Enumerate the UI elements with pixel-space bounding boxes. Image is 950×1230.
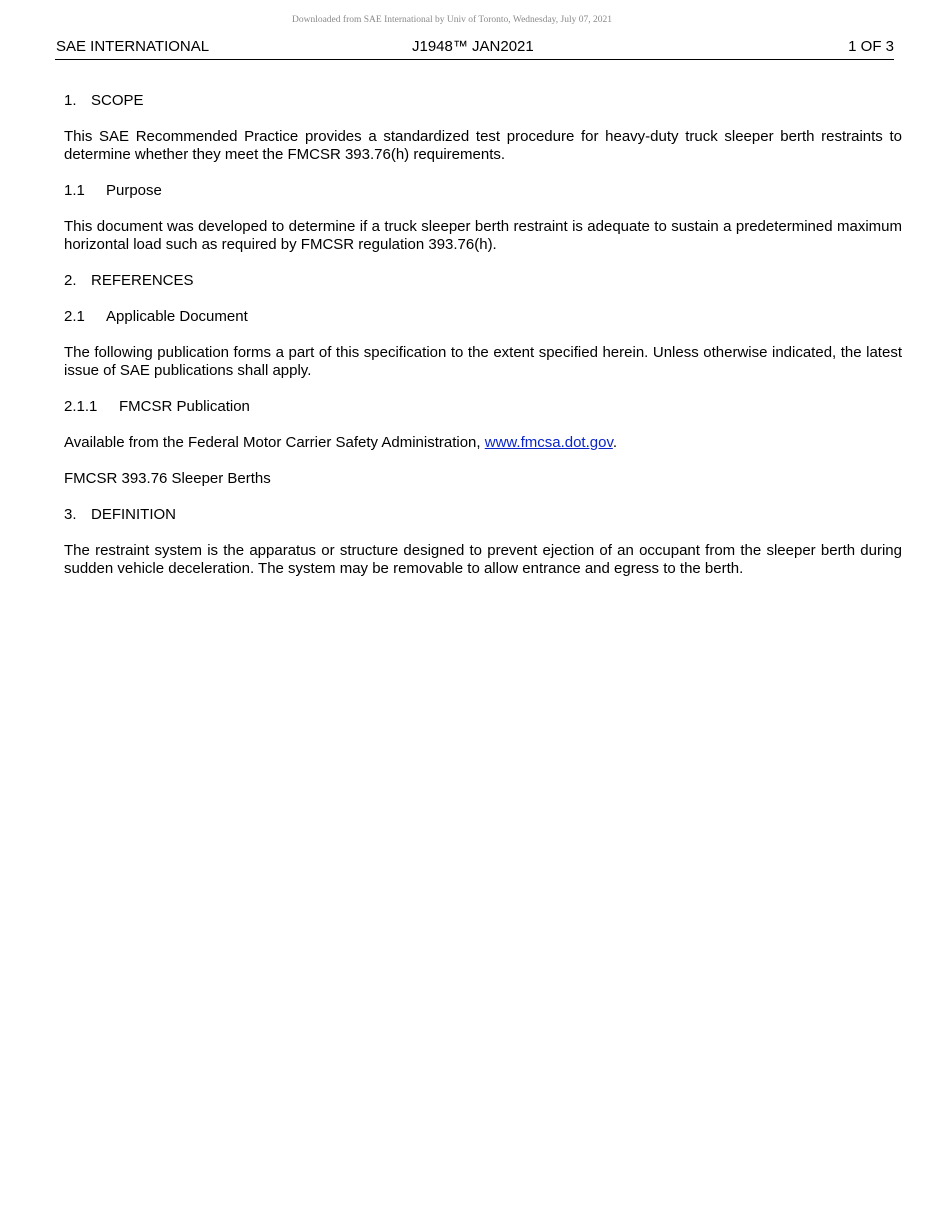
section-fmcsr-publication-heading — [64, 398, 902, 416]
availability-suffix: . — [612, 434, 618, 451]
document-id: J1948™ JAN2021 — [412, 38, 534, 55]
section-title: SCOPE — [91, 92, 144, 109]
publisher-name: SAE INTERNATIONAL — [56, 38, 210, 55]
fmcsa-website-link[interactable]: www.fmcsa.dot.gov — [484, 434, 613, 451]
running-header — [55, 37, 894, 60]
availability-text: Available from the Federal Motor Carrier Safety Administration, — [64, 434, 485, 451]
section-title: REFERENCES — [91, 272, 194, 289]
section-number: 1. — [64, 92, 77, 109]
section-number: 1.1 — [64, 182, 85, 199]
section-applicable-document-heading — [64, 308, 902, 326]
availability-paragraph — [64, 434, 902, 452]
reference-entry: FMCSR 393.76 Sleeper Berths — [64, 470, 271, 487]
section-definition-heading — [64, 506, 902, 524]
section-scope-heading — [64, 92, 902, 110]
scope-paragraph: This SAE Recommended Practice provides a standardized test procedure for heavy-duty truck sleeper berth restraints to determine whether they meet the FMCSR 393.76(h) requirements. — [64, 128, 902, 163]
download-watermark: Downloaded from SAE International by Univ of Toronto, Wednesday, July 07, 2021 — [291, 15, 613, 25]
purpose-paragraph: This document was developed to determine if a truck sleeper berth restraint is adequate to sustain a predetermined maximum horizontal load such as required by FMCSR regulation 393.76(h). — [64, 218, 902, 253]
section-number: 2.1 — [64, 308, 85, 325]
section-title: DEFINITION — [91, 506, 176, 523]
section-number: 2.1.1 — [64, 398, 98, 415]
section-title: Purpose — [106, 182, 162, 199]
applicable-document-paragraph: The following publication forms a part of this specification to the extent specified herein. Unless otherwise indicated, the latest issue of SAE publications shall apply. — [64, 344, 902, 379]
section-title: FMCSR Publication — [119, 398, 250, 415]
document-body — [64, 92, 902, 596]
section-references-heading — [64, 272, 902, 290]
page-number: 1 OF 3 — [848, 38, 894, 55]
definition-paragraph: The restraint system is the apparatus or structure designed to prevent ejection of an occupant from the sleeper berth during sudden vehicle deceleration. The system may be removable to allow entrance and egress to the berth. — [64, 542, 902, 577]
section-number: 2. — [64, 272, 77, 289]
section-title: Applicable Document — [106, 308, 248, 325]
section-number: 3. — [64, 506, 77, 523]
section-purpose-heading — [64, 182, 902, 200]
